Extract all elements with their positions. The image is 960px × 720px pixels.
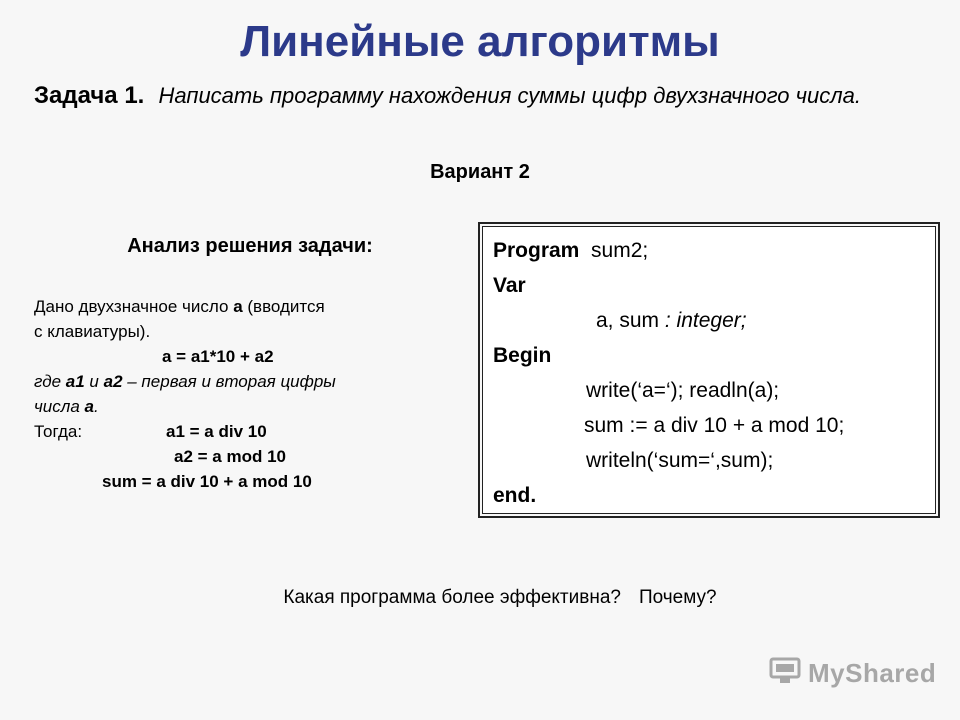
analysis-where-line xyxy=(34,369,474,394)
where2-variable: a xyxy=(84,397,94,416)
analysis-given-line xyxy=(34,294,474,319)
code-line-program xyxy=(493,233,925,268)
code-line-var xyxy=(493,268,925,303)
watermark-text: MyShared xyxy=(808,658,937,688)
where-and: и xyxy=(84,372,104,391)
formula-a2: a2 = a mod 10 xyxy=(174,447,286,466)
decl-vars: a, sum xyxy=(596,309,660,332)
analysis-given-line-2: с клавиатуры). xyxy=(34,322,151,341)
code-line-input: write(‘a=‘); readln(a); xyxy=(586,379,780,402)
myshared-logo-icon xyxy=(768,656,802,691)
analysis-body xyxy=(34,294,474,494)
kw-begin: Begin xyxy=(493,344,552,367)
decl-type: : integer; xyxy=(659,309,747,332)
analysis-where-line-2 xyxy=(34,394,474,419)
kw-end: end. xyxy=(493,484,537,507)
code-line-begin xyxy=(493,338,925,373)
given-variable: a xyxy=(233,297,243,316)
formula-a1: a1 = a div 10 xyxy=(166,422,267,441)
task-text: Написать программу нахождения суммы цифр двухзначного числа. xyxy=(158,83,862,108)
task-label: Задача 1. xyxy=(34,82,145,109)
code-line-output: writeln(‘sum=‘,sum); xyxy=(586,449,774,472)
kw-var: Var xyxy=(493,274,526,297)
question-why: Почему? xyxy=(638,587,717,608)
question-efficiency: Какая программа более эффективна? xyxy=(283,587,621,608)
where-a2: a2 xyxy=(103,372,123,391)
kw-program: Program xyxy=(493,239,580,262)
then-label: Тогда: xyxy=(34,422,83,441)
variant-heading: Вариант 2 xyxy=(430,161,530,183)
program-code-box xyxy=(478,222,940,518)
question xyxy=(0,584,960,612)
watermark xyxy=(768,656,936,691)
code-line-decl xyxy=(493,303,925,338)
code-line-end xyxy=(493,478,925,513)
where2-text: числа xyxy=(34,397,85,416)
where-text-end: – первая и вторая цифры xyxy=(122,372,336,391)
given-text: Дано двухзначное число xyxy=(34,297,234,316)
code-line-sum: sum := a div 10 + a mod 10; xyxy=(584,414,845,437)
where-text: где xyxy=(34,372,66,391)
where2-dot: . xyxy=(94,397,99,416)
program-code xyxy=(482,226,936,514)
formula-a: a = a1*10 + a2 xyxy=(162,347,274,366)
where-a1: a1 xyxy=(65,372,85,391)
analysis-title: Анализ решения задачи: xyxy=(127,235,373,257)
task-statement xyxy=(34,80,914,112)
formula-sum: sum = a div 10 + a mod 10 xyxy=(102,472,312,491)
analysis-then-line xyxy=(34,419,474,444)
program-name: sum2; xyxy=(591,239,649,262)
given-text-end: (вводится xyxy=(242,297,325,316)
slide-title: Линейные алгоритмы xyxy=(240,17,720,66)
